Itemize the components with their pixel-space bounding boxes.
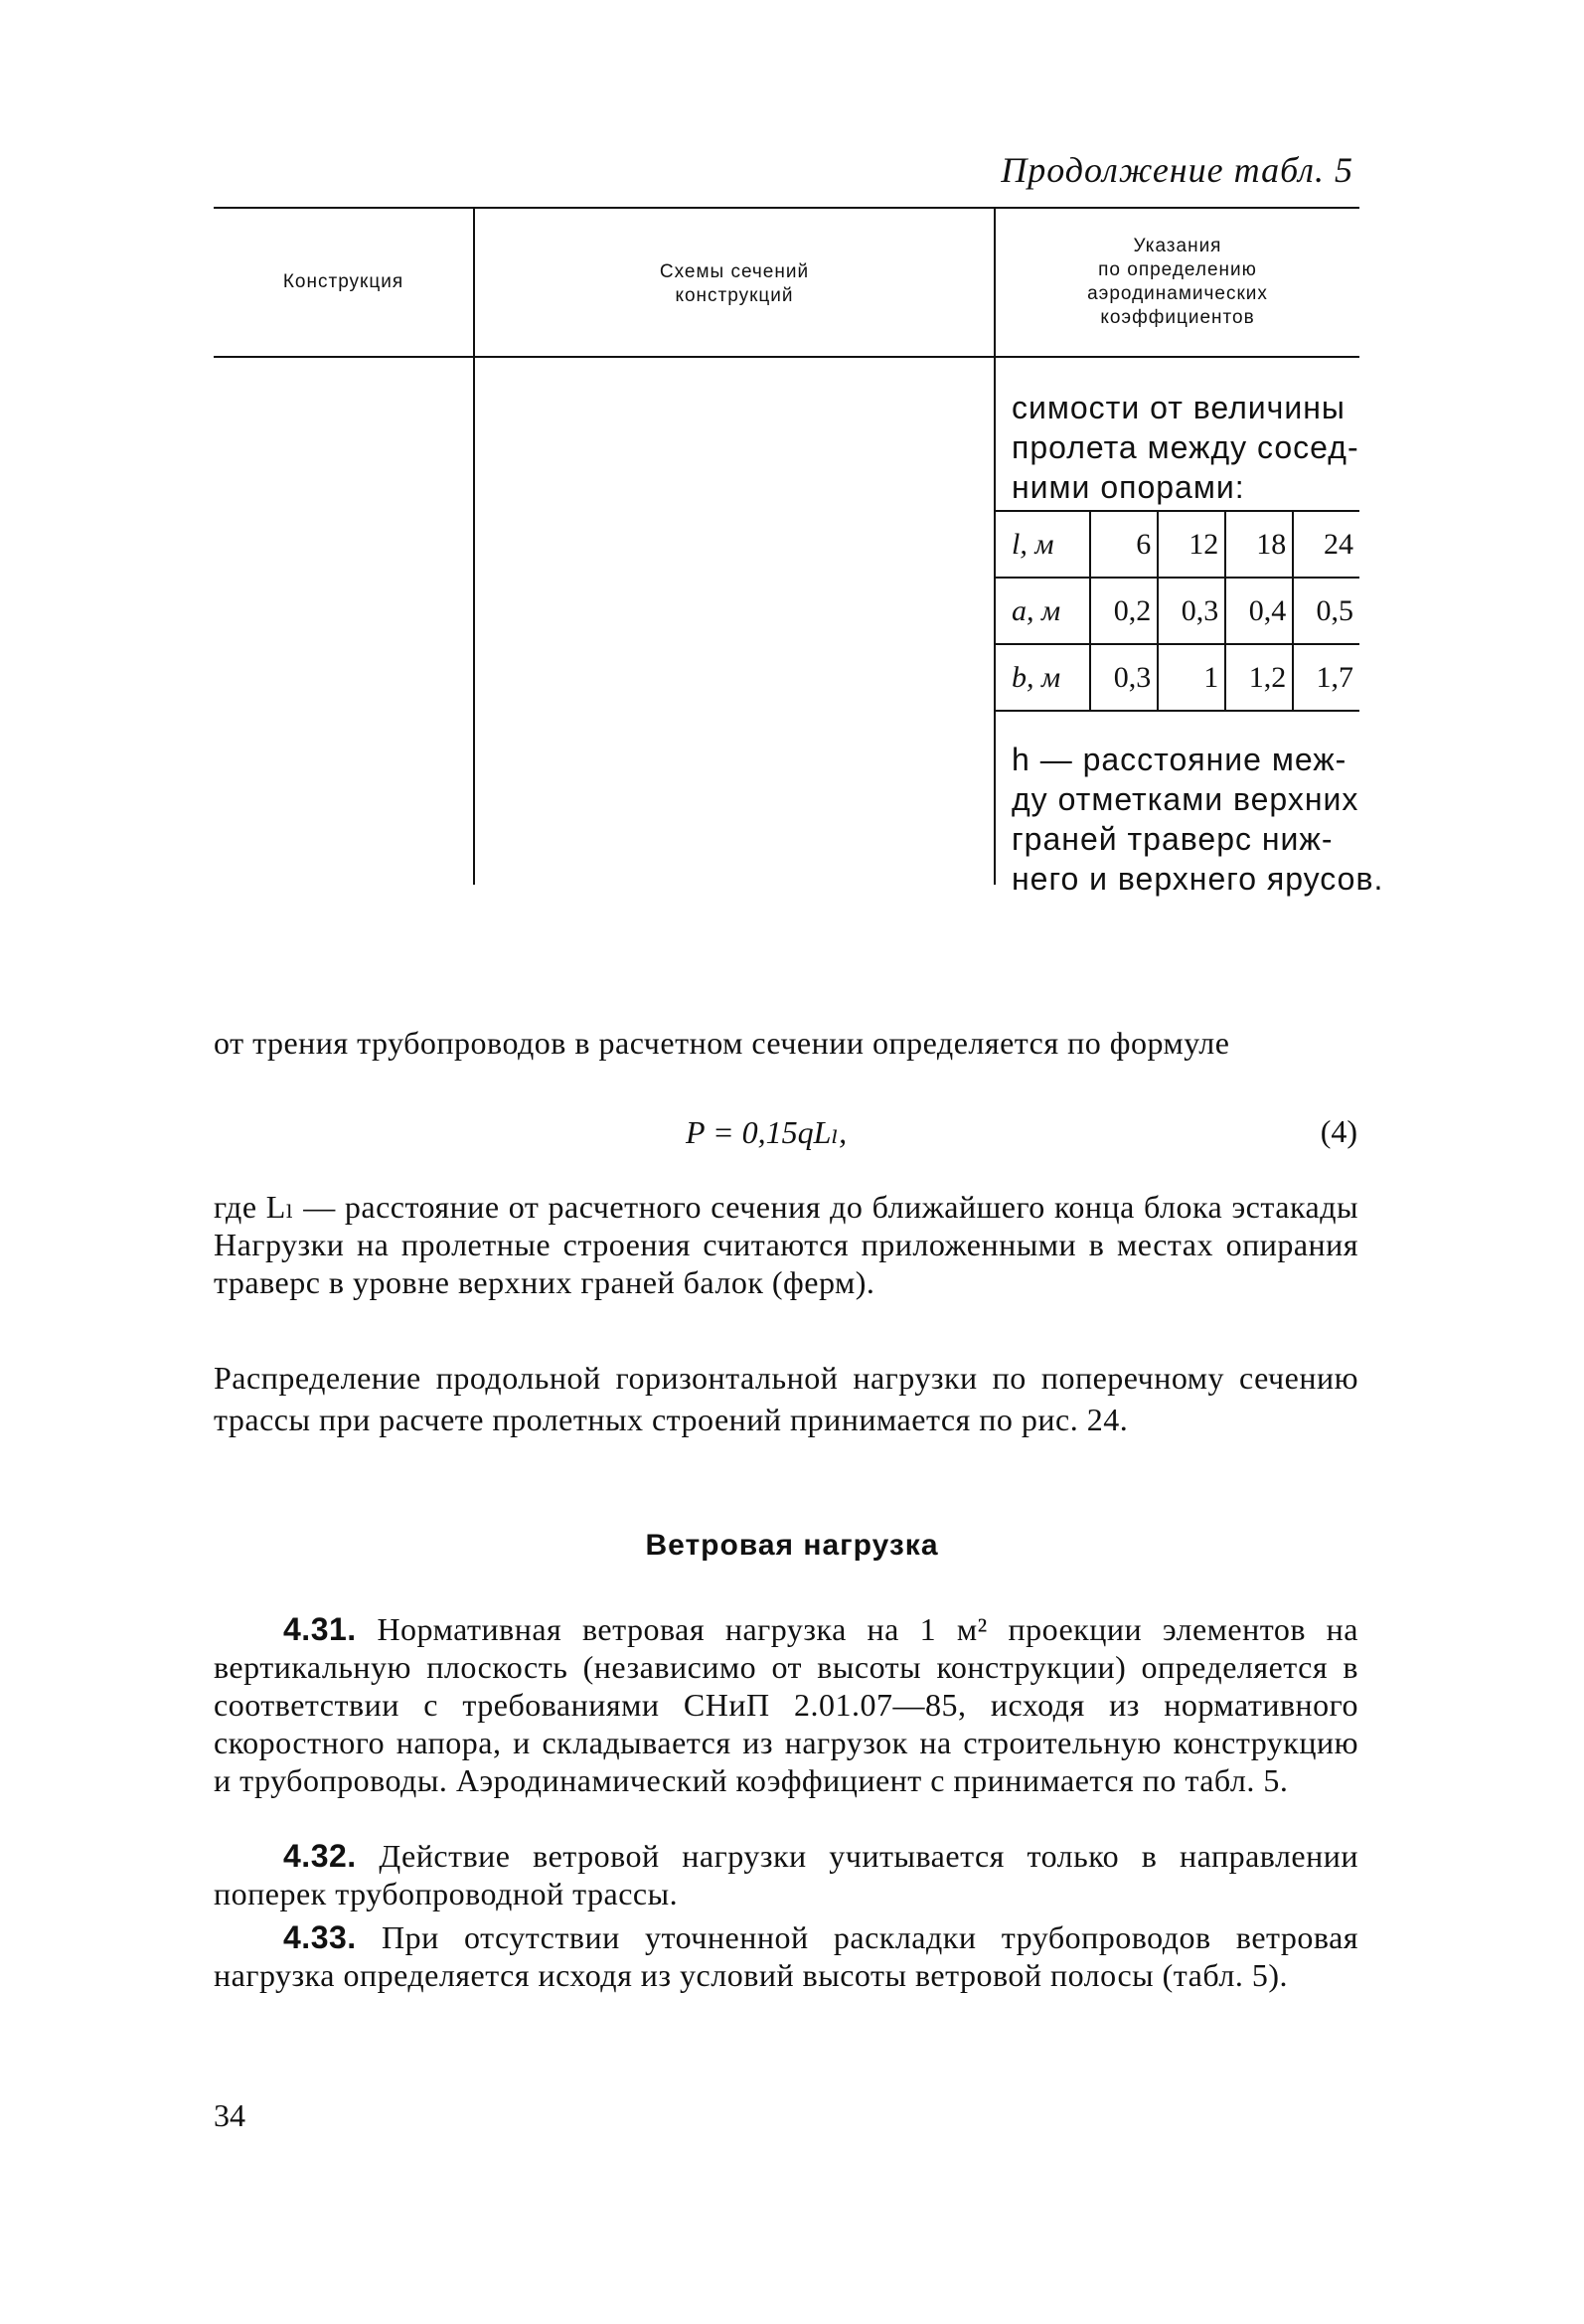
instructions-top-line2: пролета между сосед- xyxy=(1012,429,1359,465)
clause-4-32-number: 4.32. xyxy=(283,1838,357,1874)
clause-4-31-number: 4.31. xyxy=(283,1611,357,1647)
clause-4-33-text: При отсутствии уточненной раскладки трубопроводов ветровая нагрузка определяется исходя из условий высоты ветровой полосы (табл. 5). xyxy=(214,1919,1359,1993)
instructions-text-bottom xyxy=(1012,740,1383,899)
table-cell: 0,2 xyxy=(1090,578,1158,644)
formula-number: (4) xyxy=(1320,1113,1357,1149)
instructions-bottom-line3: граней траверс ниж- xyxy=(1012,821,1334,857)
col-header-schemes-line1: Схемы сечений xyxy=(659,261,810,282)
span-dimensions-table xyxy=(996,510,1359,712)
table-header-rule xyxy=(214,356,1359,358)
col-header-schemes xyxy=(475,260,994,308)
paragraph-friction: от трения трубопроводов в расчетном сечении определяется по формуле xyxy=(214,1025,1230,1061)
table-cell: 0,3 xyxy=(1158,578,1225,644)
table-cell: 0,5 xyxy=(1293,578,1359,644)
col-header-instructions-line3: аэродинамических xyxy=(1087,283,1268,304)
col-header-instructions xyxy=(996,235,1359,330)
page-number: 34 xyxy=(214,2097,245,2133)
table-cell: 0,3 xyxy=(1090,644,1158,711)
col-header-instructions-line2: по определению xyxy=(1098,259,1257,280)
clause-4-31-text: Нормативная ветровая нагрузка на 1 м² проекции элементов на вертикальную плоскость (независимо от высоты конструкции) определяется в соответствии с требованиями СНиП 2.01.07—85, исходя из нормативного скоростного напора, и складывается из нагрузок на строительную конструкцию и трубопроводы. Аэродинамический коэффициент c принимается по табл. 5. xyxy=(214,1611,1359,1798)
table-cell: 24 xyxy=(1293,511,1359,578)
instructions-top-line1: симости от величины xyxy=(1012,390,1346,425)
table-row xyxy=(996,578,1359,644)
table-row xyxy=(996,511,1359,578)
clause-4-32-text: Действие ветровой нагрузки учитывается только в направлении поперек трубопроводной трассы. xyxy=(214,1838,1359,1911)
table-cell: 0,4 xyxy=(1225,578,1293,644)
table-continuation-label: Продолжение табл. 5 xyxy=(1001,150,1353,190)
table-top-rule xyxy=(214,207,1359,209)
instructions-top-line3: ними опорами: xyxy=(1012,469,1245,505)
formula-4: P = 0,15qLₗ, xyxy=(686,1114,848,1150)
table-cell: 1,7 xyxy=(1293,644,1359,711)
col-header-instructions-line4: коэффициентов xyxy=(1100,307,1255,328)
row-label-b: b, м xyxy=(996,644,1090,711)
table-cell: 6 xyxy=(1090,511,1158,578)
instructions-text-top xyxy=(1012,388,1359,507)
clause-4-33-number: 4.33. xyxy=(283,1919,357,1955)
col-header-instructions-line1: Указания xyxy=(1133,236,1222,256)
clause-4-31 xyxy=(214,1610,1358,1799)
clause-4-33 xyxy=(214,1918,1358,1994)
row-label-a: a, м xyxy=(996,578,1090,644)
instructions-bottom-line4: него и верхнего ярусов. xyxy=(1012,861,1384,897)
col-header-construction xyxy=(214,270,473,294)
section-heading: Ветровая нагрузка xyxy=(645,1529,939,1562)
row-label-l: l, м xyxy=(996,511,1090,578)
table-col-divider-1 xyxy=(473,209,475,885)
table-cell: 12 xyxy=(1158,511,1225,578)
table-cell: 18 xyxy=(1225,511,1293,578)
instructions-bottom-line2: ду отметками верхних xyxy=(1012,781,1359,817)
paragraph-distribution: Распределение продольной горизонтальной нагрузки по поперечному сечению трассы при расчете пролетных строений принимается по рис. 24. xyxy=(214,1360,1358,1437)
col-header-construction-text: Конструкция xyxy=(282,271,404,292)
instructions-bottom-line1: h — расстояние меж- xyxy=(1012,742,1347,777)
table-cell: 1 xyxy=(1158,644,1225,711)
table-cell: 1,2 xyxy=(1225,644,1293,711)
table-row xyxy=(996,644,1359,711)
clause-4-32 xyxy=(214,1837,1358,1912)
paragraph-where: где Lₗ — расстояние от расчетного сечения до ближайшего конца блока эстакады Нагрузки на пролетные строения считаются приложенными в местах опирания траверс в уровне верхних граней балок (ферм). xyxy=(214,1189,1358,1300)
col-header-schemes-line2: конструкций xyxy=(675,285,794,306)
